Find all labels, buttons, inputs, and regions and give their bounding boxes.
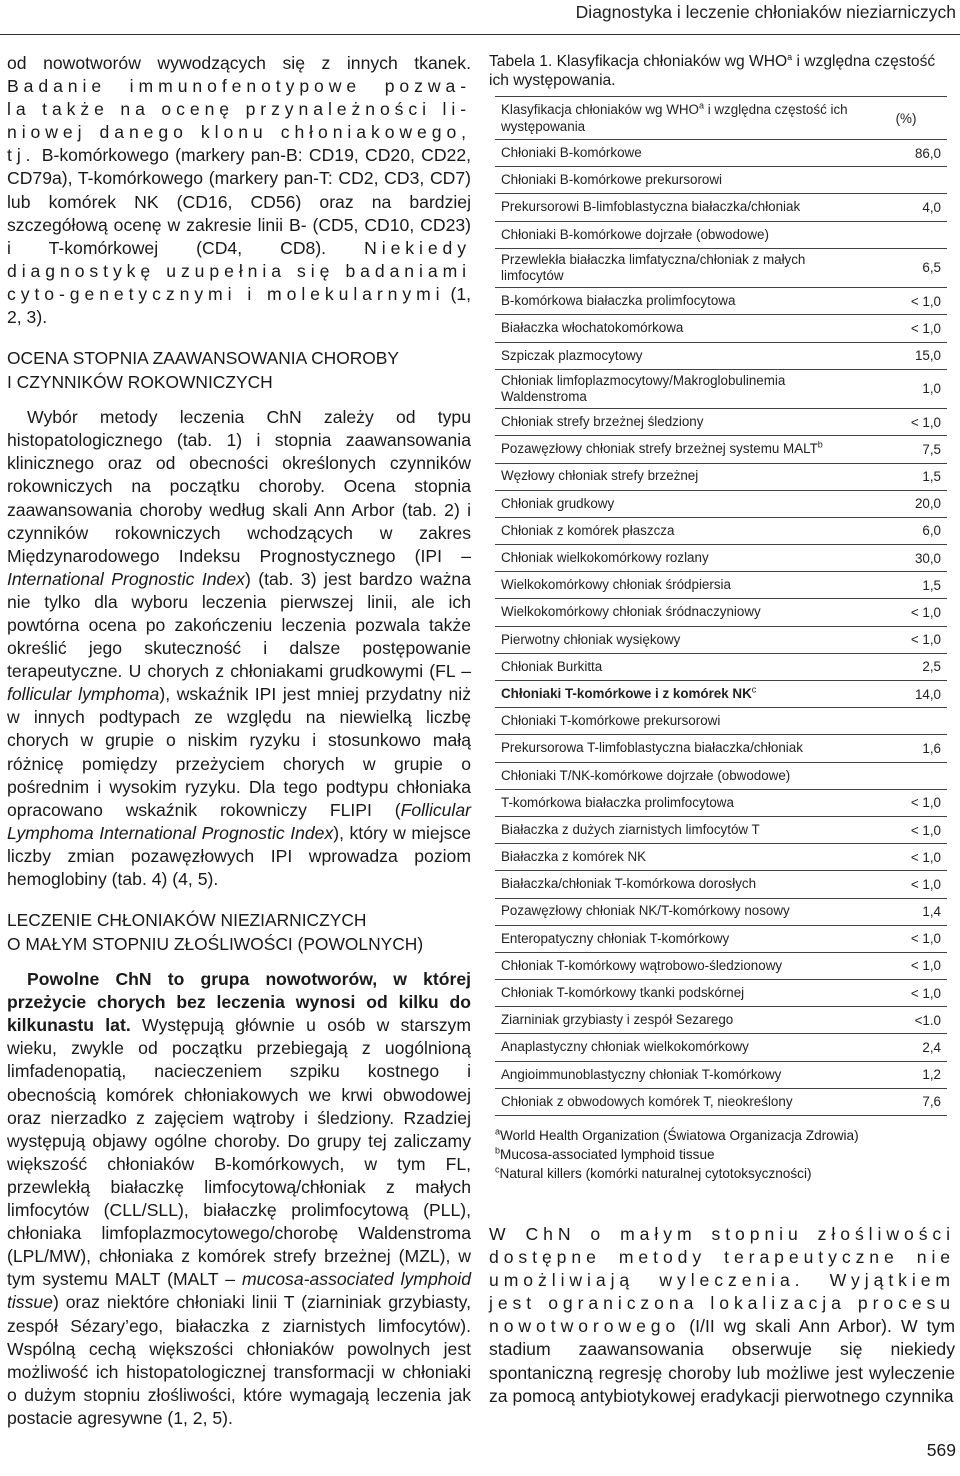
table-row	[495, 816, 947, 843]
cell-text: Chłoniaki B-komórkowe	[501, 144, 642, 160]
cell-text: Chłoniaki T-komórkowe prekursorowi	[501, 713, 721, 729]
cell-text: Wielkokomórkowy chłoniak śródpiersia	[501, 577, 731, 593]
table-cell-name	[495, 194, 865, 221]
table-cell-value: < 1,0	[865, 980, 947, 1007]
table-cell-name	[495, 342, 865, 369]
table-cell-value: < 1,0	[865, 288, 947, 315]
text-run-italic: Follicular Lymphoma International Prognostic Index	[7, 799, 471, 843]
text-run: ) oraz niektóre chłoniaki linii T (ziarniniak grzybiasty, zespół Sézary’ego, białaczka z ziarnistych limfocytów). Wspólną cechą większości chłoniaków powolnych jest możliwość ich histopatologicznej transformacji w chłoniaki o dużym stopniu złośliwości, które wymagają leczenia jak postacie agresywne (1, 2, 5).	[7, 1292, 471, 1428]
table-cell-name	[495, 762, 865, 789]
text-run: od nowotworów wywodzących się z innych tkanek.	[7, 53, 471, 73]
cell-text: Węzłowy chłoniak strefy brzeżnej	[501, 468, 699, 484]
table-cell-value: < 1,0	[865, 925, 947, 952]
table-cell-value: < 1,0	[865, 626, 947, 653]
left-column	[7, 52, 471, 1430]
table-row	[495, 545, 947, 572]
table-header-row	[495, 97, 947, 140]
table-row	[495, 288, 947, 315]
cell-text: Pierwotny chłoniak wysiękowy	[501, 631, 681, 647]
table-cell-name	[495, 248, 865, 287]
cell-text: Przewlekła białaczka limfatyczna/chłoniak z małych limfocytów	[501, 251, 806, 283]
table-row	[495, 463, 947, 490]
table-cell-value: < 1,0	[865, 599, 947, 626]
header-text: i względna częstość ich występowania	[501, 102, 848, 134]
text-run: ), który w miejsce liczby zmian pozawęzłowych IPI wprowadza poziom hemoglobiny (tab. 4) (4, 5).	[7, 822, 471, 889]
table-cell-value: < 1,0	[865, 816, 947, 843]
cell-text: Chłoniaki T/NK-komórkowe dojrzałe (obwodowe)	[501, 767, 791, 783]
cell-text: Prekursorowa T-limfoblastyczna białaczka/chłoniak	[501, 740, 803, 756]
text-run: ) (tab. 3) jest bardzo ważna nie tylko dla wyboru leczenia pierwszej linii, ale ich powtórna ocena po zakończeniu leczenia pozwala także określić jego skuteczność i dalsze postępowanie terapeutyczne. U chorych z chłoniakami grudkowymi (FL –	[7, 568, 471, 682]
footnote	[495, 1145, 955, 1164]
table-row	[495, 599, 947, 626]
page-number: 569	[926, 1440, 956, 1460]
paragraph-staging	[7, 406, 471, 891]
table-cell-name	[495, 599, 865, 626]
table-header-percent: (%)	[865, 97, 947, 140]
cell-text: Chłoniak T-komórkowy tkanki podskórnej	[501, 985, 745, 1001]
table-cell-value	[865, 167, 947, 194]
table-cell-name	[495, 816, 865, 843]
table-row	[495, 248, 947, 287]
text-run-italic: mucosa-associated lymphoid tissue	[7, 1269, 472, 1313]
table-cell-name	[495, 952, 865, 979]
table-cell-value: 6,0	[865, 517, 947, 544]
table-header-name	[495, 97, 865, 140]
text-run: ), wskaźnik IPI jest mniej przydatny niż w innych podtypach ze względu na niewielką liczbę chorych w grupie o niskim ryzyku i stosunkowo małą różnicę pomiędzy przeżyciem chorych w grupie o pośrednim i wysokim ryzyku. Dla tego podtypu chłoniaka opracowano wskaźnik rokowniczy FLIPI (	[7, 684, 472, 820]
table-cell-value: 7,6	[865, 1088, 947, 1115]
table-cell-name	[495, 708, 865, 735]
table-cell-name	[495, 844, 865, 871]
table-row	[495, 369, 947, 408]
table-cell-value: < 1,0	[865, 844, 947, 871]
table-cell-name	[495, 1034, 865, 1061]
heading-line: O MAŁYM STOPNIU ZŁOŚLIWOŚCI (POWOLNYCH)	[7, 934, 424, 955]
text-run-italic: International Prognostic Index	[7, 568, 245, 589]
table-cell-value	[865, 708, 947, 735]
table-cell-value: 1,5	[865, 572, 947, 599]
footnote-text: World Health Organization (Światowa Organizacja Zdrowia)	[500, 1128, 859, 1143]
table-cell-value: <1.0	[865, 1007, 947, 1034]
table-row	[495, 735, 947, 762]
table-row	[495, 436, 947, 463]
table-row	[495, 517, 947, 544]
cell-text: Chłoniaki B-komórkowe prekursorowi	[501, 172, 723, 188]
cell-text: Chłoniak limfoplazmocytowy/Makroglobulinemia Waldenstroma	[501, 372, 786, 404]
cell-text: B-komórkowa białaczka prolimfocytowa	[501, 293, 736, 309]
table-row	[495, 653, 947, 680]
table-row	[495, 626, 947, 653]
table-cell-value: 2,4	[865, 1034, 947, 1061]
table-row	[495, 572, 947, 599]
table-cell-name	[495, 653, 865, 680]
footnote	[495, 1126, 955, 1145]
cell-text: Chłoniak z komórek płaszcza	[501, 522, 675, 538]
table-cell-name	[495, 436, 865, 463]
table-cell-name	[495, 409, 865, 436]
section-heading-indolent	[7, 908, 471, 956]
text-run-italic: follicular lymphoma	[7, 684, 160, 705]
table-row	[495, 342, 947, 369]
table-cell-value: 86,0	[865, 140, 947, 167]
caption-text: i względna częstość ich występowania.	[489, 53, 936, 89]
table-cell-name	[495, 898, 865, 925]
cell-text: Chłoniak Burkitta	[501, 658, 603, 674]
table-cell-name	[495, 545, 865, 572]
paragraph-indolent	[7, 968, 471, 1430]
who-classification-table	[495, 96, 947, 1116]
footnote-mark: c	[495, 1164, 500, 1175]
table-row	[495, 490, 947, 517]
table-row	[495, 140, 947, 167]
footnote	[495, 1164, 955, 1183]
table-cell-name	[495, 315, 865, 342]
cell-text: Enteropatyczny chłoniak T-komórkowy	[501, 930, 730, 946]
table-cell-name	[495, 140, 865, 167]
table-cell-name	[495, 572, 865, 599]
paragraph-immunophenotype	[7, 52, 471, 329]
table-row	[495, 194, 947, 221]
table-cell-value: 1,4	[865, 898, 947, 925]
text-run-bold: Powolne ChN to grupa nowotworów, w której przeżycie chorych bez leczenia wynosi od kilku do kilkunastu lat.	[7, 969, 471, 1036]
cell-text: Chłoniaki T-komórkowe i z komórek NK	[501, 685, 752, 701]
table-body	[495, 140, 947, 1116]
cell-text: T-komórkowa białaczka prolimfocytowa	[501, 794, 734, 810]
table-cell-name	[495, 288, 865, 315]
table-row	[495, 1034, 947, 1061]
caption-sup: a	[787, 51, 793, 62]
heading-line: I CZYNNIKÓW ROKOWNICZYCH	[7, 372, 273, 393]
table-cell-value: 20,0	[865, 490, 947, 517]
table-cell-name	[495, 1088, 865, 1115]
table-cell-name	[495, 626, 865, 653]
cell-text: Angioimmunoblastyczny chłoniak T-komórkowy	[501, 1066, 782, 1082]
table-row	[495, 871, 947, 898]
cell-text: Białaczka z komórek NK	[501, 849, 647, 865]
cell-text: Białaczka z dużych ziarnistych limfocytów T	[501, 821, 760, 837]
table-cell-name	[495, 681, 865, 708]
table-cell-name	[495, 735, 865, 762]
cell-text: Chłoniak wielkokomórkowy rozlany	[501, 550, 709, 566]
cell-text: Chłoniak z obwodowych komórek T, nieokreślony	[501, 1093, 793, 1109]
table-cell-name	[495, 490, 865, 517]
table-cell-value: 4,0	[865, 194, 947, 221]
table-cell-name	[495, 789, 865, 816]
table-cell-name	[495, 221, 865, 248]
table-cell-value: 2,5	[865, 653, 947, 680]
running-header	[0, 0, 960, 35]
header-sup: a	[698, 100, 704, 111]
table-cell-value	[865, 221, 947, 248]
table-row	[495, 898, 947, 925]
table-cell-value: 1,6	[865, 735, 947, 762]
table-row	[495, 221, 947, 248]
table-row	[495, 925, 947, 952]
footnote-text: Mucosa-associated lymphoid tissue	[500, 1147, 715, 1162]
table-cell-value: 7,5	[865, 436, 947, 463]
cell-text: Ziarniniak grzybiasty i zespół Sezarego	[501, 1012, 734, 1028]
footnote-mark: b	[495, 1145, 501, 1156]
cell-text: Chłoniak strefy brzeżnej śledziony	[501, 414, 704, 430]
table-cell-value: < 1,0	[865, 952, 947, 979]
paragraph-curability	[489, 1223, 955, 1408]
text-run-spaced: W ChN o małym stopniu złośliwości dostępne metody terapeutyczne nie umożliwiają wyleczenia. Wyjątkiem jest ograniczona lokalizacja procesu nowotworowego	[489, 1224, 955, 1337]
table-row	[495, 980, 947, 1007]
text-run: Występują głównie u osób w starszym wieku, zwykle od początku przebiegają z uogólnioną limfadenopatią, nacieczeniem szpiku kostnego i obecnością komórek chłoniakowych we krwi obwodowej oraz nierzadko z zajęciem wątroby i śledziony. Rzadziej występują objawy ogólne choroby. Do grupy tej zaliczamy większość chłoniaków B-komórkowych, w tym FL, przewlekłą białaczkę limfocytową/chłoniak z małych limfocytów (CLL/SLL), białaczkę prolimfocytową (PLL), chłoniaka limfoplazmocytowego/chorobę Waldenstroma (LPL/MW), chłoniaka z komórek strefy brzeżnej (MZL), w tym systemu MALT (MALT –	[7, 1015, 471, 1290]
heading-line: LECZENIE CHŁONIAKÓW NIEZIARNICZYCH	[7, 910, 367, 931]
cell-text: Pozawęzłowy chłoniak NK/T-komórkowy nosowy	[501, 903, 790, 919]
section-heading-staging	[7, 346, 471, 394]
table-cell-value: 1,2	[865, 1061, 947, 1088]
text-run: Wybór metody leczenia ChN zależy od typu histopatologicznego (tab. 1) i stopnia zaawansowania klinicznego oraz od obecności określonych czynników rokowniczych na początku choroby. Ocena stopnia zaawansowania choroby według skali Ann Arbor (tab. 2) i czynników rokowniczych wchodzących w zakres Międzynarodowego Indeksu Prognostycznego (IPI –	[7, 407, 471, 566]
table-row	[495, 681, 947, 708]
cell-text: Prekursorowi B-limfoblastyczna białaczka/chłoniak	[501, 199, 801, 215]
table-cell-value: < 1,0	[865, 871, 947, 898]
table-cell-value: 1,5	[865, 463, 947, 490]
table-cell-value: 14,0	[865, 681, 947, 708]
table-cell-value: 15,0	[865, 342, 947, 369]
text-run-spaced: Niekiedy diagnostykę uzupełnia się badaniami cyto-genetycznymi i molekularnymi	[7, 237, 471, 304]
cell-text: Białaczka/chłoniak T-komórkowa dorosłych	[501, 876, 757, 892]
heading-line: OCENA STOPNIA ZAAWANSOWANIA CHOROBY	[7, 348, 399, 369]
footnote-mark: a	[495, 1126, 501, 1137]
cell-text: Wielkokomórkowy chłoniak śródnaczyniowy	[501, 604, 761, 620]
cell-sup: b	[817, 439, 823, 450]
cell-text: Chłoniak grudkowy	[501, 495, 615, 511]
cell-text: Białaczka włochatokomórkowa	[501, 320, 684, 336]
running-title: Diagnostyka i leczenie chłoniaków nieziarniczych	[575, 2, 956, 22]
table-cell-name	[495, 925, 865, 952]
right-column	[489, 52, 955, 1408]
table-cell-value: < 1,0	[865, 409, 947, 436]
cell-text: Chłoniaki B-komórkowe dojrzałe (obwodowe)	[501, 226, 769, 242]
table-row	[495, 1088, 947, 1115]
caption-text: Tabela 1. Klasyfikacja chłoniaków wg WHO	[489, 53, 788, 70]
text-run-spaced: Badanie immunofenotypowe pozwa-	[7, 76, 471, 97]
table-cell-name	[495, 1007, 865, 1034]
table-caption	[489, 52, 955, 90]
cell-text: Anaplastyczny chłoniak wielkokomórkowy	[501, 1039, 749, 1055]
table-footnotes	[495, 1126, 955, 1183]
table-row	[495, 789, 947, 816]
table-cell-name	[495, 980, 865, 1007]
table-cell-value: 30,0	[865, 545, 947, 572]
table-row	[495, 1061, 947, 1088]
table-cell-name	[495, 167, 865, 194]
table-row	[495, 708, 947, 735]
table-cell-value: 6,5	[865, 248, 947, 287]
header-text: Klasyfikacja chłoniaków wg WHO	[501, 102, 699, 117]
footnote-text: Natural killers (komórki naturalnej cytotoksyczności)	[499, 1166, 812, 1181]
table-cell-value: 1,0	[865, 369, 947, 408]
table-cell-name	[495, 1061, 865, 1088]
table-cell-name	[495, 517, 865, 544]
cell-text: Szpiczak plazmocytowy	[501, 347, 643, 363]
table-cell-value: < 1,0	[865, 789, 947, 816]
cell-text: Pozawęzłowy chłoniak strefy brzeżnej systemu MALT	[501, 441, 818, 457]
text-run: (1, 2, 3).	[7, 283, 472, 328]
cell-text: Chłoniak T-komórkowy wątrobowo-śledzionowy	[501, 957, 783, 973]
table-cell-value: < 1,0	[865, 315, 947, 342]
text-run-spaced: niowej danego klonu chłoniakowego, tj.	[7, 122, 471, 166]
table-row	[495, 315, 947, 342]
table-row	[495, 762, 947, 789]
text-run: (I/II wg skali Ann Arbor). W tym stadium zaawansowania obserwuje się niekiedy spontaniczną regresję choroby lub możliwe jest wyleczenie za pomocą antybiotykowej eradykacji pierwotnego czynnika	[489, 1316, 955, 1406]
table-cell-name	[495, 871, 865, 898]
table-row	[495, 1007, 947, 1034]
table-cell-name	[495, 463, 865, 490]
table-row	[495, 952, 947, 979]
table-row	[495, 409, 947, 436]
text-run: B-komórkowego (markery pan-B: CD19, CD20, CD22, CD79a), T-komórkowego (markery pan-T: CD2, CD3, CD7) lub komórek NK (CD16, CD56) oraz na bardziej szczegółową ocenę w zakresie linii B- (CD5, CD10, CD23) i T-komórkowej (CD4, CD8).	[7, 145, 471, 258]
text-run-spaced: la także na ocenę przynależności li-	[7, 99, 471, 120]
table-cell-name	[495, 369, 865, 408]
cell-sup: c	[751, 684, 757, 695]
table-row	[495, 167, 947, 194]
table-cell-value	[865, 762, 947, 789]
table-row	[495, 844, 947, 871]
